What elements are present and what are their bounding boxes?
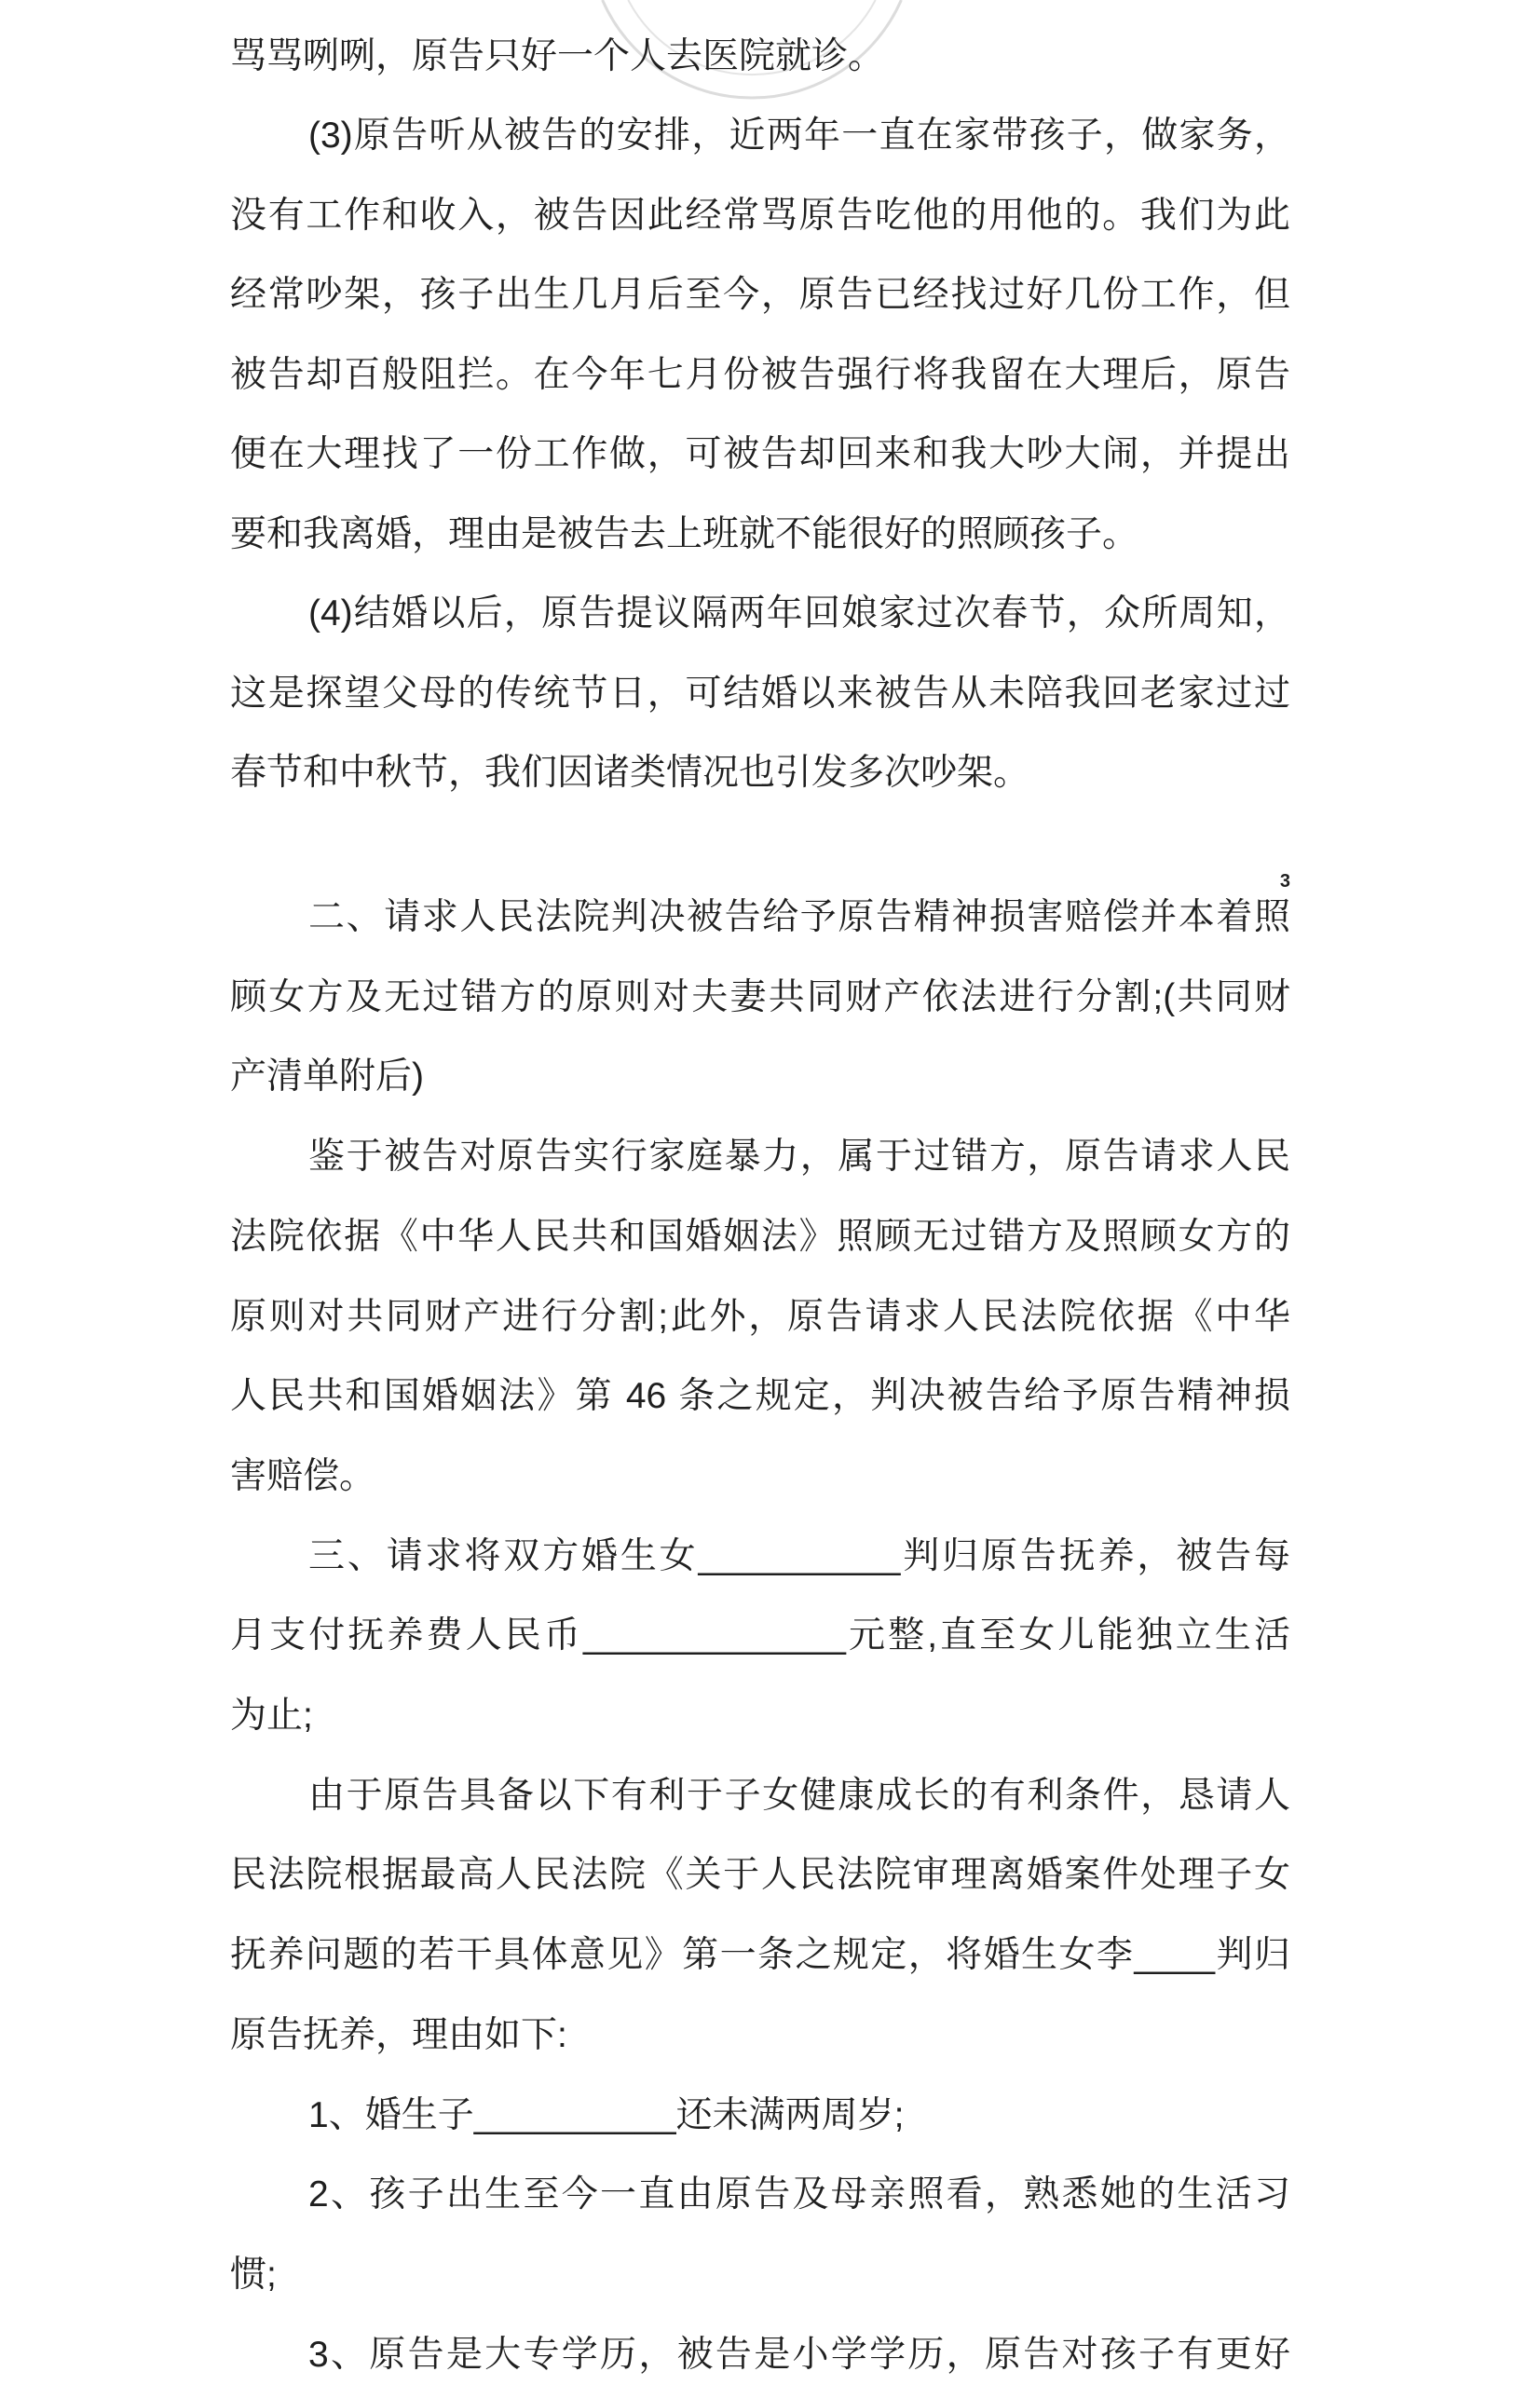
text-line: 由于原告具备以下有利于子女健康成长的有利条件，恳请人 — [308, 1776, 1290, 1816]
text-line: 顾女方及无过错方的原则对夫妻共同财产依法进行分割;(共同财 — [230, 977, 1290, 1017]
text-segment: 抚养问题的若干具体意见》第一条之规定，将婚生女李 — [230, 1935, 1135, 1975]
text-line: 民法院根据最高人民法院《关于人民法院审理离婚案件处理子女 — [230, 1855, 1290, 1895]
text-line — [308, 1533, 1290, 1580]
text-line: 鉴于被告对原告实行家庭暴力，属于过错方，原告请求人民 — [308, 1137, 1290, 1177]
text-line: 要和我离婚，理由是被告去上班就不能很好的照顾孩子。 — [230, 514, 1139, 554]
text-line: 经常吵架，孩子出生几月后至今，原告已经找过好几份工作，但 — [230, 275, 1290, 315]
text-line: 2、孩子出生至今一直由原告及母亲照看，熟悉她的生活习 — [308, 2174, 1290, 2215]
text-line: 二、请求人民法院判决被告给予原告精神损害赔偿并本着照 — [308, 897, 1290, 937]
text-line: 为止; — [230, 1696, 313, 1736]
text-segment: 1、婚生子 — [308, 2095, 474, 2135]
fill-in-blank: _____________ — [582, 1615, 846, 1656]
text-segment: 判归 — [1215, 1935, 1290, 1975]
text-line: (4)结婚以后，原告提议隔两年回娘家过次春节，众所周知， — [308, 593, 1290, 634]
text-line: 骂骂咧咧，原告只好一个人去医院就诊。 — [230, 36, 885, 76]
text-line — [230, 1932, 1290, 1979]
text-line — [230, 1613, 1290, 1659]
text-segment: 三、请求将双方婚生女 — [308, 1536, 699, 1576]
text-line — [308, 2092, 1290, 2139]
text-line: 惯; — [230, 2255, 277, 2295]
text-line: (3)原告听从被告的安排，近两年一直在家带孩子，做家务， — [308, 116, 1290, 156]
text-line: 人民共和国婚姻法》第 46 条之规定，判决被告给予原告精神损 — [230, 1376, 1290, 1416]
text-line: 原则对共同财产进行分割;此外，原告请求人民法院依据《中华 — [230, 1297, 1290, 1337]
text-line: 3、原告是大专学历，被告是小学学历，原告对孩子有更好 — [308, 2335, 1290, 2375]
text-segment: 还未满两周岁; — [675, 2095, 905, 2135]
text-line: 害赔偿。 — [230, 1456, 376, 1496]
text-line: 这是探望父母的传统节日，可结婚以来被告从未陪我回老家过过 — [230, 674, 1290, 714]
fill-in-blank: __________ — [698, 1536, 901, 1576]
text-line: 原告抚养，理由如下: — [230, 2015, 567, 2055]
text-segment: 判归原告抚养，被告每 — [900, 1536, 1290, 1576]
fill-in-blank: ____ — [1134, 1935, 1216, 1975]
text-line: 没有工作和收入，被告因此经常骂原告吃他的用他的。我们为此 — [230, 196, 1290, 236]
text-line: 法院依据《中华人民共和国婚姻法》照顾无过错方及照顾女方的 — [230, 1217, 1290, 1257]
text-line: 产清单附后) — [230, 1056, 424, 1097]
text-line: 春节和中秋节，我们因诸类情况也引发多次吵架。 — [230, 753, 1030, 793]
text-segment: 月支付抚养费人民币 — [230, 1615, 583, 1656]
text-line: 被告却百般阻拦。在今年七月份被告强行将我留在大理后，原告 — [230, 355, 1290, 395]
fill-in-blank: __________ — [473, 2095, 676, 2135]
text-segment: 元整,直至女儿能独立生活 — [845, 1615, 1290, 1656]
text-line: 便在大理找了一份工作做，可被告却回来和我大吵大闹，并提出 — [230, 434, 1290, 474]
page-number: 3 — [1279, 871, 1290, 892]
